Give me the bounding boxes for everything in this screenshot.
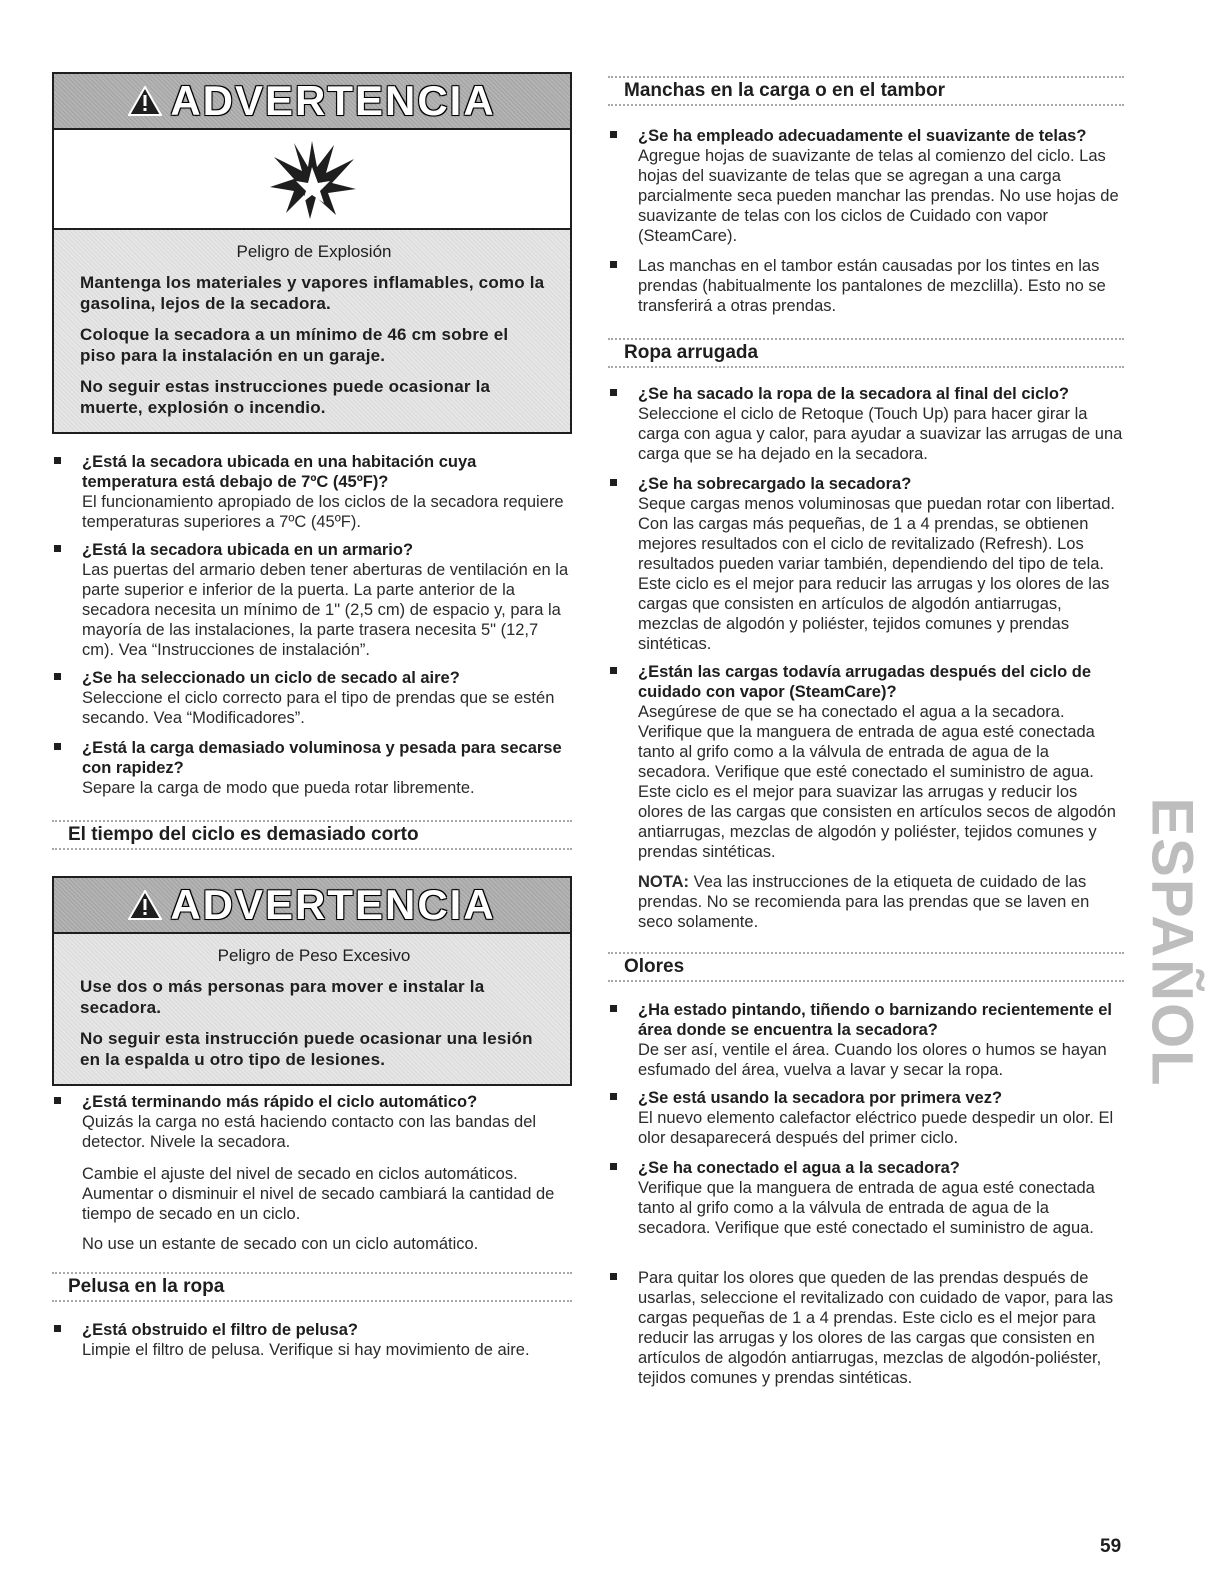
explosion-icon-area	[54, 130, 570, 230]
warning-header	[54, 74, 570, 130]
answer: Quizás la carga no está haciendo contacto con las bandas del detector. Nivele la secadora.	[82, 1113, 537, 1151]
question: ¿Se está usando la secadora por primera vez?	[638, 1089, 1003, 1107]
list-item	[608, 1268, 1124, 1388]
warning-text-1: Use dos o más personas para mover e instalar la secadora.	[80, 977, 485, 1017]
language-label: ESPAÑOL	[1139, 796, 1205, 1088]
bullet	[610, 1163, 617, 1170]
bullet	[54, 1325, 61, 1332]
answer: Para quitar los olores que queden de las prendas después de usarlas, seleccione el revitalizado con cuidado de vapor, para las cargas pequeñas de 1 a 4 prendas. Este ciclo es el mejor para reducir las arrugas y los olores de las cargas que consisten en artículos de algodón antiarrugas, mezclas de algodón-poliéster, tejidos comunes y prendas sintéticas.	[638, 1269, 1114, 1387]
bullet	[610, 131, 617, 138]
answer: Verifique que la manguera de entrada de agua esté conectada tanto al grifo como a la válvula de entrada de agua de la secadora. Verifique que esté conectado el suministro de agua.	[638, 1179, 1095, 1237]
list-item	[608, 662, 1124, 862]
list-item	[52, 668, 572, 728]
list-item	[52, 452, 572, 532]
question: ¿Se ha conectado el agua a la secadora?	[638, 1159, 960, 1177]
answer: Separe la carga de modo que pueda rotar libremente.	[82, 779, 475, 797]
section-heading-stains: Manchas en la carga o en el tambor	[608, 76, 1124, 106]
question: ¿Se ha seleccionado un ciclo de secado al aire?	[82, 669, 460, 687]
explosion-warning-box	[52, 72, 572, 434]
note-paragraph	[638, 872, 1124, 932]
question: ¿Está terminando más rápido el ciclo automático?	[82, 1093, 478, 1111]
list-item	[608, 1000, 1124, 1080]
list-item	[608, 474, 1124, 654]
section-heading-wrinkled: Ropa arrugada	[608, 338, 1124, 368]
question: ¿Se ha empleado adecuadamente el suavizante de telas?	[638, 127, 1087, 145]
page-number: 59	[1100, 1536, 1122, 1557]
warning-text-1: Mantenga los materiales y vapores inflamables, como la gasolina, lejos de la secadora.	[80, 273, 545, 313]
list-item	[608, 1158, 1124, 1238]
bullet	[54, 1097, 61, 1104]
bullet	[610, 1093, 617, 1100]
warning-triangle-icon	[128, 890, 162, 920]
note-text: Vea las instrucciones de la etiqueta de cuidado de las prendas. No se recomienda para las prendas que se laven en seco solamente.	[638, 873, 1090, 931]
warning-text-2: No seguir esta instrucción puede ocasionar una lesión en la espalda u otro tipo de lesiones.	[80, 1029, 533, 1069]
answer: Agregue hojas de suavizante de telas al comienzo del ciclo. Las hojas del suavizante de telas que se agregan a una carga parcialmente seca pueden manchar las prendas. No use hojas de suavizante de telas con los ciclos de Cuidado con vapor (SteamCare).	[638, 147, 1119, 245]
answer: Seque cargas menos voluminosas que puedan rotar con libertad. Con las cargas más pequeñas, de 1 a 4 prendas, se obtienen mejores resultados con el ciclo de revitalizado (Refresh). Los resultados pueden variar también, dependiendo del tipo de tela. Este ciclo es el mejor para reducir las arrugas y los olores de las cargas que consisten en artículos de algodón antiarrugas, mezclas de algodón y poliéster, tejidos comunes y prendas sintéticas.	[638, 495, 1115, 653]
note-label: NOTA:	[638, 873, 690, 891]
bullet	[54, 457, 61, 464]
bullet	[610, 1005, 617, 1012]
question: ¿Está la secadora ubicada en una habitación cuya temperatura está debajo de 7ºC (45ºF)?	[82, 453, 477, 491]
question: ¿Se ha sacado la ropa de la secadora al final del ciclo?	[638, 385, 1069, 403]
bullet	[54, 545, 61, 552]
bullet	[610, 1273, 617, 1280]
warning-text-3: No seguir estas instrucciones puede ocasionar la muerte, explosión o incendio.	[80, 377, 491, 417]
answer: Seleccione el ciclo correcto para el tipo de prendas que se estén secando. Vea “Modificadores”.	[82, 689, 555, 727]
warning-triangle-icon	[128, 86, 162, 116]
answer: Limpie el filtro de pelusa. Verifique si hay movimiento de aire.	[82, 1341, 530, 1359]
list-item	[608, 126, 1124, 246]
bullet	[54, 743, 61, 750]
answer-paragraph-3: No use un estante de secado con un ciclo automático.	[82, 1235, 479, 1253]
answer: El nuevo elemento calefactor eléctrico puede despedir un olor. El olor desaparecerá después del primer ciclo.	[638, 1109, 1114, 1147]
question: ¿Se ha sobrecargado la secadora?	[638, 475, 912, 493]
answer: De ser así, ventile el área. Cuando los olores o humos se hayan esfumado del área, vuelva a lavar y secar la ropa.	[638, 1041, 1107, 1079]
answer: Las manchas en el tambor están causadas por los tintes en las prendas (habitualmente los pantalones de mezclilla). Esto no se transferirá a otras prendas.	[638, 257, 1106, 315]
section-heading-odors: Olores	[608, 952, 1124, 982]
question: ¿Está la carga demasiado voluminosa y pesada para secarse con rapidez?	[82, 739, 562, 777]
warning-title: ADVERTENCIA	[170, 77, 496, 124]
bullet	[610, 261, 617, 268]
question: ¿Ha estado pintando, tiñendo o barnizando recientemente el área donde se encuentra la secadora?	[638, 1001, 1112, 1039]
section-heading-cycle-short: El tiempo del ciclo es demasiado corto	[52, 820, 572, 850]
answer: Las puertas del armario deben tener aberturas de ventilación en la parte superior e inferior de la puerta. La parte anterior de la secadora necesita un mínimo de 1" (2,5 cm) de espacio y, para la mayoría de las instalaciones, la parte trasera necesita 5" (12,7 cm). Vea “Instrucciones de instalación”.	[82, 561, 569, 659]
bullet	[610, 479, 617, 486]
warning-subtitle: Peligro de Peso Excesivo	[217, 946, 411, 965]
warning-header	[54, 878, 570, 934]
list-item	[52, 540, 572, 660]
question: ¿Están las cargas todavía arrugadas después del ciclo de cuidado con vapor (SteamCare)?	[638, 663, 1092, 701]
list-item	[52, 1092, 572, 1254]
bullet	[610, 667, 617, 674]
question: ¿Está obstruido el filtro de pelusa?	[82, 1321, 358, 1339]
list-item	[608, 1088, 1124, 1148]
explosion-icon	[264, 137, 360, 221]
list-item	[52, 1320, 572, 1360]
list-item	[52, 738, 572, 798]
answer: El funcionamiento apropiado de los ciclos de la secadora requiere temperaturas superiores a 7ºC (45ºF).	[82, 493, 564, 531]
answer: Seleccione el ciclo de Retoque (Touch Up) para hacer girar la carga con agua y calor, para ayudar a suavizar las arrugas de una carga que se ha dejado en la secadora.	[638, 405, 1123, 463]
warning-text-2: Coloque la secadora a un mínimo de 46 cm sobre el piso para la instalación en un garaje.	[80, 325, 509, 365]
bullet	[610, 389, 617, 396]
question: ¿Está la secadora ubicada en un armario?	[82, 541, 414, 559]
bullet	[54, 673, 61, 680]
list-item	[608, 384, 1124, 464]
weight-warning-box	[52, 876, 572, 1086]
section-heading-lint: Pelusa en la ropa	[52, 1272, 572, 1302]
language-side-tab	[1136, 796, 1208, 1088]
answer: Asegúrese de que se ha conectado el agua a la secadora. Verifique que la manguera de entrada de agua esté conectada tanto al grifo como a la válvula de entrada de agua de la secadora. Verifique que esté conectado el suministro de agua. Este ciclo es el mejor para suavizar las arrugas y reducir los olores de las cargas que consisten en artículos secos de algodón antiarrugas, mezclas de algodón y poliéster, tejidos comunes y prendas sintéticas.	[638, 703, 1116, 861]
answer-paragraph-2: Cambie el ajuste del nivel de secado en ciclos automáticos. Aumentar o disminuir el nivel de secado cambiará la cantidad de tiempo de secado en un ciclo.	[82, 1165, 555, 1223]
warning-title: ADVERTENCIA	[170, 881, 496, 928]
list-item	[608, 256, 1124, 316]
warning-subtitle: Peligro de Explosión	[236, 242, 392, 261]
